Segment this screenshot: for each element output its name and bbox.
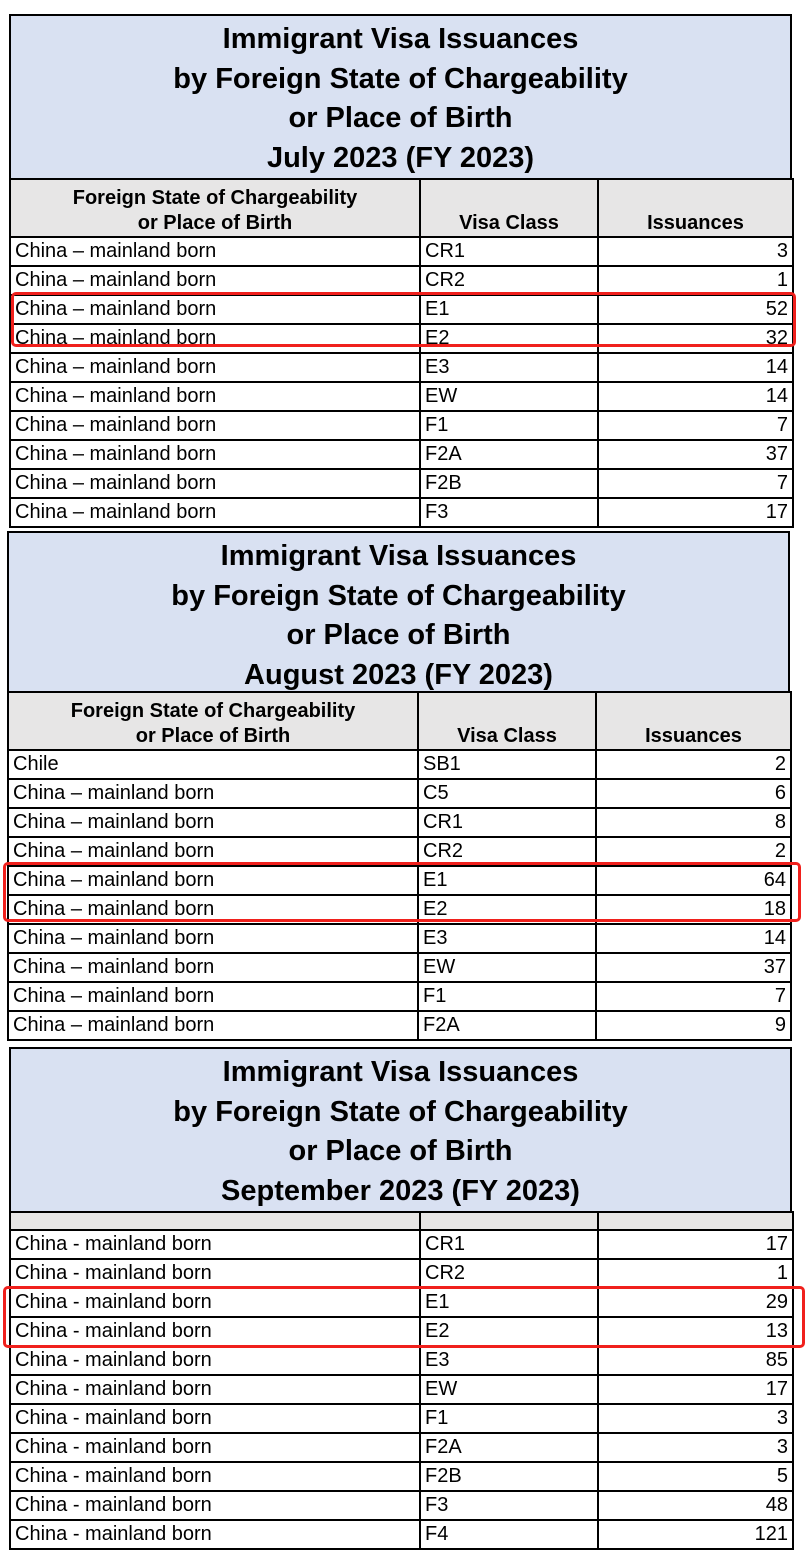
column-header-visa-class: Visa Class [420,179,598,237]
header-line: or Place of Birth [137,212,293,234]
title-line: by Foreign State of Chargeability [173,1095,628,1128]
issuances-cell: 14 [598,353,793,382]
table-row [10,1433,793,1462]
state-cell: China – mainland born [8,866,418,895]
visa-class-cell: F2B [420,469,598,498]
july-table-title [9,14,792,178]
issuances-cell: 29 [598,1288,793,1317]
september-table-title [9,1047,792,1211]
table-row [8,982,791,1011]
state-cell: China – mainland born [10,324,420,353]
issuances-cell: 32 [598,324,793,353]
title-line: Immigrant Visa Issuances [222,1056,579,1088]
state-cell: China - mainland born [10,1491,420,1520]
title-line: September 2023 (FY 2023) [221,1174,580,1207]
state-cell: China – mainland born [10,295,420,324]
issuances-cell: 37 [596,953,791,982]
issuances-cell: 2 [596,837,791,866]
table-row [10,295,793,324]
issuances-cell: 14 [598,382,793,411]
state-cell: China - mainland born [10,1462,420,1491]
cut-off-header-cell [598,1212,793,1230]
header-line: or Place of Birth [135,725,291,747]
state-cell: China - mainland born [10,1288,420,1317]
table-row [10,1404,793,1433]
issuances-cell: 3 [598,1404,793,1433]
issuances-cell: 121 [598,1520,793,1549]
column-header-visa-class: Visa Class [418,692,596,750]
state-cell: China – mainland born [8,953,418,982]
visa-class-cell: E2 [420,1317,598,1346]
visa-class-cell: E3 [420,1346,598,1375]
header-line: Foreign State of Chargeability [70,700,356,722]
header-line: Foreign State of Chargeability [72,187,358,209]
table-row [10,382,793,411]
september-table-panel [9,1047,792,1545]
table-row [8,750,791,779]
state-cell: China – mainland born [10,353,420,382]
visa-class-cell: CR2 [420,266,598,295]
issuances-cell: 85 [598,1346,793,1375]
table-row [8,924,791,953]
column-header-issuances: Issuances [598,179,793,237]
table-row [10,1375,793,1404]
issuances-cell: 6 [596,779,791,808]
table-row [8,866,791,895]
table-row [10,1346,793,1375]
state-cell: China – mainland born [10,382,420,411]
july-issuance-table [9,178,794,528]
visa-class-cell: F1 [418,982,596,1011]
issuances-cell: 64 [596,866,791,895]
visa-class-cell: EW [420,1375,598,1404]
title-line: Immigrant Visa Issuances [222,23,579,55]
visa-class-cell: E1 [418,866,596,895]
state-cell: China – mainland born [8,779,418,808]
title-line: August 2023 (FY 2023) [244,658,553,691]
visa-class-cell: E2 [420,324,598,353]
july-table-panel [9,14,792,522]
august-table-panel [7,531,790,1036]
cut-off-header-cell [10,1212,420,1230]
column-header-state [8,692,418,750]
issuances-cell: 1 [598,266,793,295]
visa-class-cell: E1 [420,295,598,324]
table-row [8,837,791,866]
issuances-cell: 17 [598,498,793,527]
july-table-body [10,237,793,527]
september-table-body [10,1230,793,1549]
visa-class-cell: F2B [420,1462,598,1491]
table-row [10,1317,793,1346]
table-row [10,1288,793,1317]
issuances-cell: 8 [596,808,791,837]
table-row [10,237,793,266]
issuances-cell: 3 [598,1433,793,1462]
column-header-issuances: Issuances [596,692,791,750]
title-line: or Place of Birth [286,619,511,651]
table-row [10,324,793,353]
state-cell: China – mainland born [8,808,418,837]
visa-class-cell: F2A [418,1011,596,1040]
title-line: or Place of Birth [288,1135,513,1167]
visa-class-cell: E3 [420,353,598,382]
visa-class-cell: SB1 [418,750,596,779]
state-cell: China - mainland born [10,1404,420,1433]
visa-class-cell: F1 [420,1404,598,1433]
issuances-cell: 48 [598,1491,793,1520]
state-cell: China – mainland born [8,924,418,953]
state-cell: China - mainland born [10,1230,420,1259]
visa-class-cell: E2 [418,895,596,924]
title-line: Immigrant Visa Issuances [220,540,577,572]
issuances-cell: 9 [596,1011,791,1040]
table-row [10,469,793,498]
visa-class-cell: F2A [420,440,598,469]
visa-class-cell: CR1 [418,808,596,837]
visa-class-cell: F2A [420,1433,598,1462]
table-row [8,779,791,808]
issuances-cell: 37 [598,440,793,469]
table-row [10,1230,793,1259]
title-line: July 2023 (FY 2023) [266,141,535,174]
august-table-body [8,750,791,1040]
table-row [8,953,791,982]
cut-off-header-cell [420,1212,598,1230]
table-header-row [10,179,793,237]
visa-class-cell: F1 [420,411,598,440]
table-row [10,1259,793,1288]
state-cell: China - mainland born [10,1433,420,1462]
state-cell: China – mainland born [10,411,420,440]
title-line: or Place of Birth [288,102,513,134]
visa-class-cell: CR1 [420,237,598,266]
table-row [10,411,793,440]
state-cell: China – mainland born [10,266,420,295]
visa-class-cell: F3 [420,1491,598,1520]
table-row [10,1491,793,1520]
state-cell: China - mainland born [10,1259,420,1288]
issuances-cell: 2 [596,750,791,779]
table-row [10,353,793,382]
table-row [8,1011,791,1040]
issuances-cell: 1 [598,1259,793,1288]
state-cell: China - mainland born [10,1346,420,1375]
state-cell: China – mainland born [8,895,418,924]
visa-class-cell: E3 [418,924,596,953]
august-issuance-table [7,691,792,1041]
issuances-cell: 7 [598,411,793,440]
issuances-cell: 17 [598,1230,793,1259]
table-row [10,498,793,527]
state-cell: China - mainland born [10,1375,420,1404]
table-row [10,1462,793,1491]
visa-class-cell: EW [418,953,596,982]
table-row [8,895,791,924]
state-cell: China – mainland born [8,837,418,866]
table-header-row [8,692,791,750]
issuances-cell: 13 [598,1317,793,1346]
state-cell: China – mainland born [8,982,418,1011]
visa-class-cell: F4 [420,1520,598,1549]
state-cell: China – mainland born [10,237,420,266]
issuances-cell: 17 [598,1375,793,1404]
title-line: by Foreign State of Chargeability [171,579,626,612]
table-row [8,808,791,837]
september-issuance-table [9,1211,794,1550]
issuances-cell: 7 [596,982,791,1011]
state-cell: China – mainland born [10,440,420,469]
issuances-cell: 5 [598,1462,793,1491]
issuances-cell: 7 [598,469,793,498]
state-cell: China - mainland born [10,1317,420,1346]
visa-class-cell: CR1 [420,1230,598,1259]
state-cell: China – mainland born [8,1011,418,1040]
visa-class-cell: CR2 [420,1259,598,1288]
visa-class-cell: CR2 [418,837,596,866]
state-cell: China – mainland born [10,498,420,527]
table-row [10,1520,793,1549]
state-cell: Chile [8,750,418,779]
issuances-cell: 3 [598,237,793,266]
state-cell: China – mainland born [10,469,420,498]
issuances-cell: 14 [596,924,791,953]
table-row [10,440,793,469]
table-row [10,266,793,295]
title-line: by Foreign State of Chargeability [173,62,628,95]
issuances-cell: 52 [598,295,793,324]
table-header-row-cut-off [10,1212,793,1230]
issuances-cell: 18 [596,895,791,924]
august-table-title [7,531,790,691]
column-header-state [10,179,420,237]
visa-class-cell: EW [420,382,598,411]
state-cell: China - mainland born [10,1520,420,1549]
visa-class-cell: E1 [420,1288,598,1317]
visa-class-cell: F3 [420,498,598,527]
visa-class-cell: C5 [418,779,596,808]
